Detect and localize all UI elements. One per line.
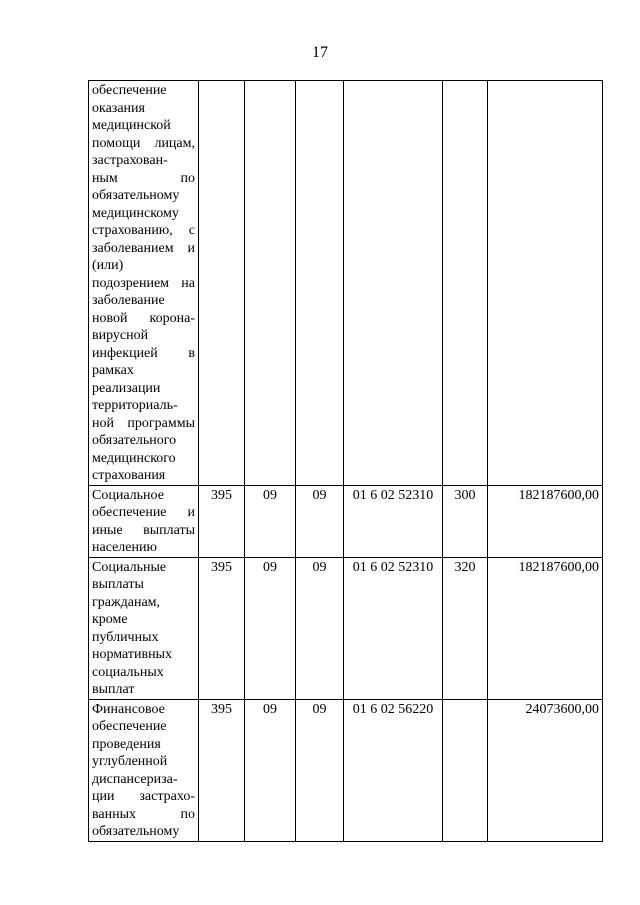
subsection-code-cell: 09 <box>296 557 344 699</box>
item-name-line: обеспечение и <box>92 505 195 520</box>
expense-type-cell <box>443 699 488 841</box>
item-name-line: помощи лицам, <box>92 135 195 151</box>
ministry-code-cell <box>199 81 245 486</box>
expense-type-cell: 300 <box>443 485 488 557</box>
item-name-line: ции застрахо- <box>92 789 195 804</box>
item-name-line: заболевание <box>92 293 165 308</box>
item-name-line: ванных по <box>92 806 195 822</box>
ministry-code-cell: 395 <box>199 699 245 841</box>
item-name-line: диспансериза- <box>92 771 178 787</box>
item-name-line: обеспечение <box>92 719 167 734</box>
subsection-code-cell: 09 <box>296 485 344 557</box>
item-name-line: подозрением на <box>92 275 195 291</box>
item-name-line: страхованию, с <box>92 223 195 238</box>
table-row <box>89 699 603 841</box>
subsection-code-cell <box>296 81 344 486</box>
ministry-code-cell: 395 <box>199 557 245 699</box>
item-name-line: ной программы <box>92 415 195 431</box>
item-name-line: обязательному <box>92 824 180 839</box>
item-name-line: проведения <box>92 736 161 752</box>
item-name-line: нормативных <box>92 647 173 662</box>
section-code-cell: 09 <box>245 699 296 841</box>
item-name-line: публичных <box>92 629 159 645</box>
item-name-line: социальных <box>92 664 164 680</box>
item-name-line: ным по <box>92 170 195 186</box>
item-name-line: инфекцией в <box>92 345 195 361</box>
page-number: 17 <box>312 44 328 61</box>
item-name-line: Социальное <box>92 487 164 503</box>
item-name-line: обязательному <box>92 188 180 203</box>
item-name-line: рамках <box>92 363 134 378</box>
item-name-line: населению <box>92 540 157 555</box>
target-article-cell: 01 6 02 56220 <box>344 699 443 841</box>
item-name-cell <box>89 699 199 841</box>
item-name-cell <box>89 485 199 557</box>
item-name-line: (или) <box>92 258 124 273</box>
item-name-line: заболеванием и <box>92 240 195 256</box>
item-name-cell <box>89 557 199 699</box>
item-name-line: выплаты <box>92 577 144 592</box>
section-code-cell: 09 <box>245 557 296 699</box>
target-article-cell: 01 6 02 52310 <box>344 557 443 699</box>
item-name-cell <box>89 81 199 486</box>
amount-cell: 182187600,00 <box>488 557 603 699</box>
table-row <box>89 81 603 486</box>
subsection-code-cell: 09 <box>296 699 344 841</box>
expense-type-cell: 320 <box>443 557 488 699</box>
budget-table <box>88 80 603 842</box>
ministry-code-cell: 395 <box>199 485 245 557</box>
item-name-line: территориаль- <box>92 398 178 413</box>
amount-cell: 182187600,00 <box>488 485 603 557</box>
item-name-line: застрахован- <box>92 153 168 168</box>
item-name-line: медицинского <box>92 450 176 466</box>
item-name-line: углубленной <box>92 754 168 769</box>
item-name-line: иные выплаты <box>92 522 195 538</box>
item-name-line: Социальные <box>92 559 167 575</box>
item-name-line: медицинской <box>92 118 171 133</box>
item-name-line: новой корона- <box>92 310 195 326</box>
item-name-line: обязательного <box>92 433 177 448</box>
table-row <box>89 485 603 557</box>
amount-cell: 24073600,00 <box>488 699 603 841</box>
section-code-cell: 09 <box>245 485 296 557</box>
item-name-line: обеспечение <box>92 83 167 98</box>
item-name-line: гражданам, <box>92 594 161 610</box>
target-article-cell: 01 6 02 52310 <box>344 485 443 557</box>
item-name-line: страхования <box>92 468 166 483</box>
section-code-cell <box>245 81 296 486</box>
item-name-line: реализации <box>92 380 161 396</box>
item-name-line: выплат <box>92 682 135 697</box>
item-name-line: кроме <box>92 612 128 627</box>
item-name-line: оказания <box>92 100 145 116</box>
item-name-line: медицинскому <box>92 205 179 221</box>
amount-cell <box>488 81 603 486</box>
item-name-line: Финансовое <box>92 701 165 717</box>
table-row <box>89 557 603 699</box>
expense-type-cell <box>443 81 488 486</box>
item-name-line: вирусной <box>92 328 149 343</box>
target-article-cell <box>344 81 443 486</box>
